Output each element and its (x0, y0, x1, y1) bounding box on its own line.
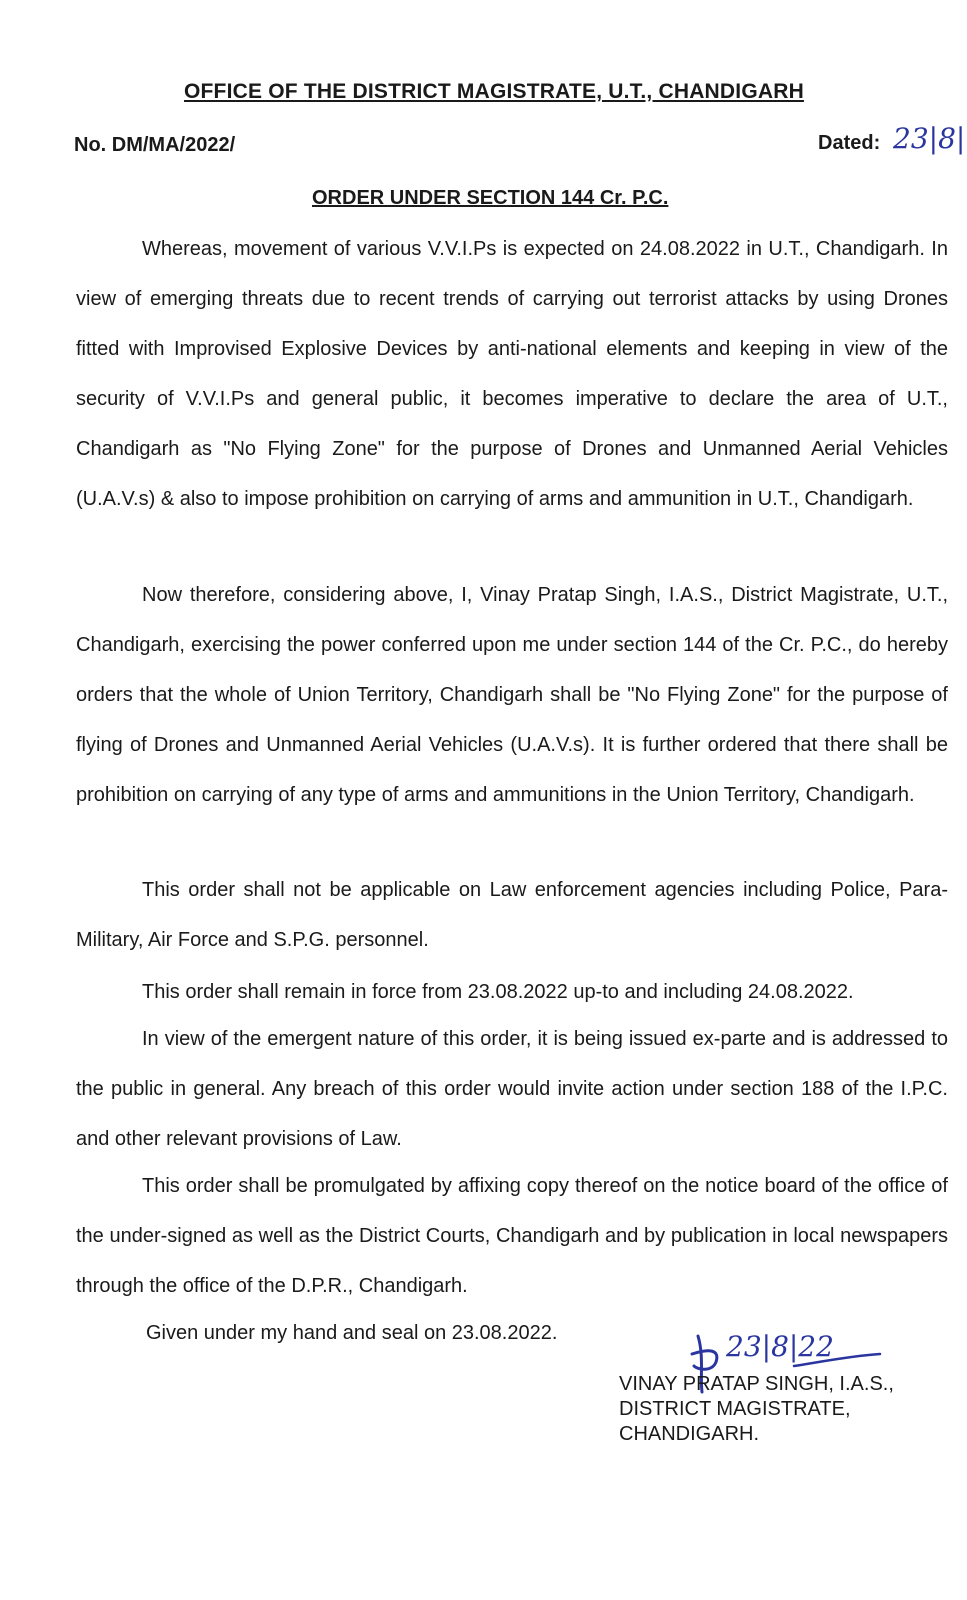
reference-number: No. DM/MA/2022/ (74, 134, 236, 156)
signatory-block (619, 1372, 894, 1447)
paragraph-validity: This order shall remain in force from 23.08.2022 up-to and including 24.08.2022. (142, 981, 854, 1003)
paragraph-whereas: Whereas, movement of various V.V.I.Ps is expected on 24.08.2022 in U.T., Chandigarh. In view of emerging threats due to recent trends of carrying out terrorist attacks by using Drones fitted with Improvised Explosive Devices by anti-national elements and keeping in view of the security of V.V.I.Ps and general public, it becomes imperative to declare the area of U.T., Chandigarh as "No Flying Zone" for the purpose of Drones and Unmanned Aerial Vehicles (U.A.V.s) & also to impose prohibition on carrying of arms and ammunition in U.T., Chandigarh. (76, 238, 948, 510)
handwritten-date: 23|8| (893, 122, 966, 155)
order-title: ORDER UNDER SECTION 144 Cr. P.C. (312, 187, 669, 209)
given-under-hand: Given under my hand and seal on 23.08.2022. (146, 1322, 558, 1344)
dated-label: Dated: (818, 132, 881, 154)
paragraph-promulgation: This order shall be promulgated by affixing copy thereof on the notice board of the office of the under-signed as well as the District Courts, Chandigarh and by publication in local newspapers through the office of the D.P.R., Chandigarh. (76, 1175, 948, 1297)
paragraph-now-therefore: Now therefore, considering above, I, Vinay Pratap Singh, I.A.S., District Magistrate, U.T., Chandigarh, exercising the power conferred upon me under section 144 of the Cr. P.C., do hereby orders that the whole of Union Territory, Chandigarh shall be "No Flying Zone" for the purpose of flying of Drones and Unmanned Aerial Vehicles (U.A.V.s). It is further ordered that there shall be prohibition on carrying of any type of arms and ammunitions in the Union Territory, Chandigarh. (76, 584, 948, 806)
paragraph-ex-parte: In view of the emergent nature of this order, it is being issued ex-parte and is addressed to the public in general. Any breach of this order would invite action under section 188 of the I.P.C. and other relevant provisions of Law. (76, 1028, 948, 1150)
office-heading: OFFICE OF THE DISTRICT MAGISTRATE, U.T., CHANDIGARH (184, 80, 804, 103)
signatory-designation: DISTRICT MAGISTRATE, (619, 1398, 851, 1420)
signature-date: 23|8|22 (726, 1330, 834, 1363)
paragraph-exemption: This order shall not be applicable on Law enforcement agencies including Police, Para-Military, Air Force and S.P.G. personnel. (76, 879, 948, 951)
signatory-place: CHANDIGARH. (619, 1423, 760, 1445)
signatory-name: VINAY PRATAP SINGH, I.A.S., (619, 1373, 894, 1395)
